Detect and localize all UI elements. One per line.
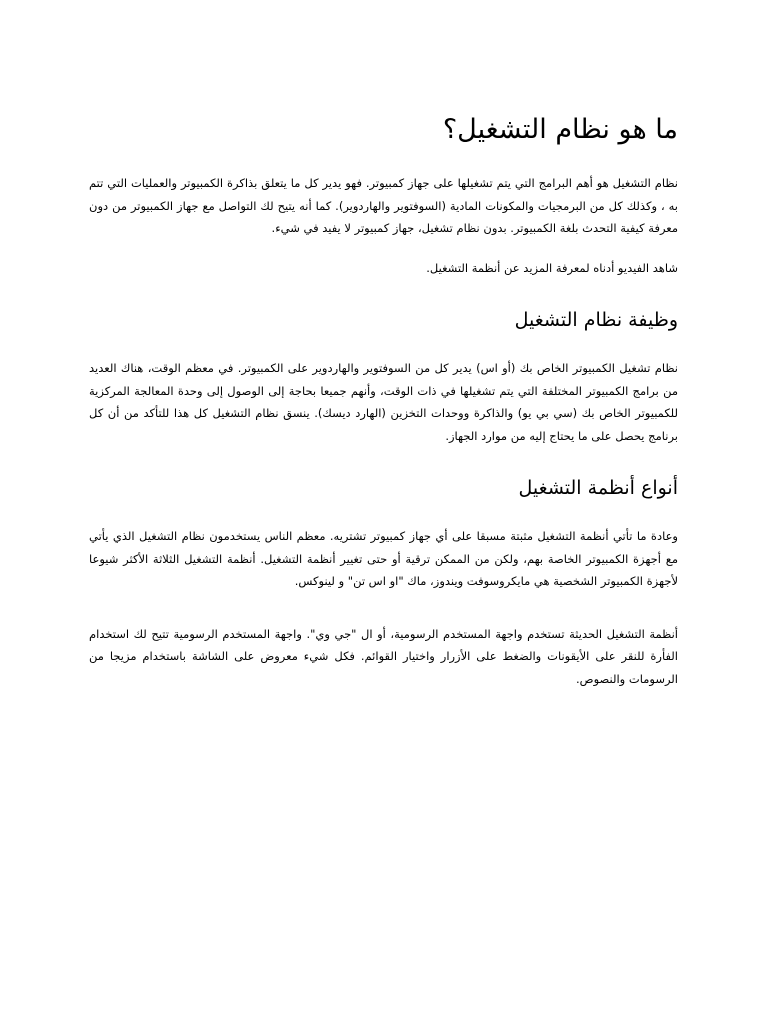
intro-paragraph: نظام التشغيل هو أهم البرامج التي يتم تشغيلها على جهاز كمبيوتر. فهو يدير كل ما يتعلق بذاكرة الكمبيوتر والعمليات التي تتم به ، وكذلك كل من البرمجيات والمكونات المادية (السوفتوير والهاردوير). كما أنه يتيح لك التواصل مع جهاز الكمبيوتر من دون معرفة كيفية التحدث بلغة الكمبيوتر. بدون نظام تشغيل، جهاز كمبيوتر لا يفيد في شيء. <box>89 176 678 235</box>
spacer <box>89 279 678 306</box>
types-heading: أنواع أنظمة التشغيل <box>518 477 678 499</box>
spacer <box>89 334 678 357</box>
spacer <box>89 593 678 623</box>
page-title: ما هو نظام التشغيل؟ <box>442 114 678 145</box>
function-heading: وظيفة نظام التشغيل <box>514 309 678 331</box>
spacer <box>89 502 678 525</box>
document-page <box>89 110 678 690</box>
types-paragraph-1: وعادة ما تأتي أنظمة التشغيل مثبتة مسبقا على أي جهاز كمبيوتر تشتريه. معظم الناس يستخدمون نظام التشغيل الذي يأتي مع أجهزة الكمبيوتر الخاصة بهم، ولكن من الممكن ترقية أو حتى تغيير أنظمة التشغيل. أنظمة التشغيل الثلاثة الأكثر شيوعا لأجهزة الكمبيوتر الشخصية هي مايكروسوفت ويندوز، ماك "او اس تن" و لينوكس. <box>89 529 678 588</box>
function-paragraph: نظام تشغيل الكمبيوتر الخاص بك (أو اس) يدير كل من السوفتوير والهاردوير على الكمبيوتر. في معظم الوقت، هناك العديد من برامج الكمبيوتر المختلفة التي يتم تشغيلها في ذات الوقت، وأنهم جميعا بحاجة إلى الوصول إلى وحدة المعالجة المركزية للكمبيوتر الخاص بك (سي بي يو) والذاكرة ووحدات التخزين (الهارد ديسك). ينسق نظام التشغيل كل هذا للتأكد من أن كل برنامج يحصل على ما يحتاج إليه من موارد الجهاز. <box>89 361 678 443</box>
spacer <box>89 240 678 257</box>
spacer <box>89 447 678 474</box>
watch-video-note: شاهد الفيديو أدناه لمعرفة المزيد عن أنظمة التشغيل. <box>426 260 678 275</box>
types-paragraph-2: أنظمة التشغيل الحديثة تستخدم واجهة المستخدم الرسومية، أو ال "جي وي". واجهة المستخدم الرسومية تتيح لك استخدام الفأرة للنقر على الأيقونات والضغط على الأزرار واختيار القوائم. فكل شيء معروض على الشاشة باستخدام مزيجا من الرسومات والنصوص. <box>89 626 678 686</box>
